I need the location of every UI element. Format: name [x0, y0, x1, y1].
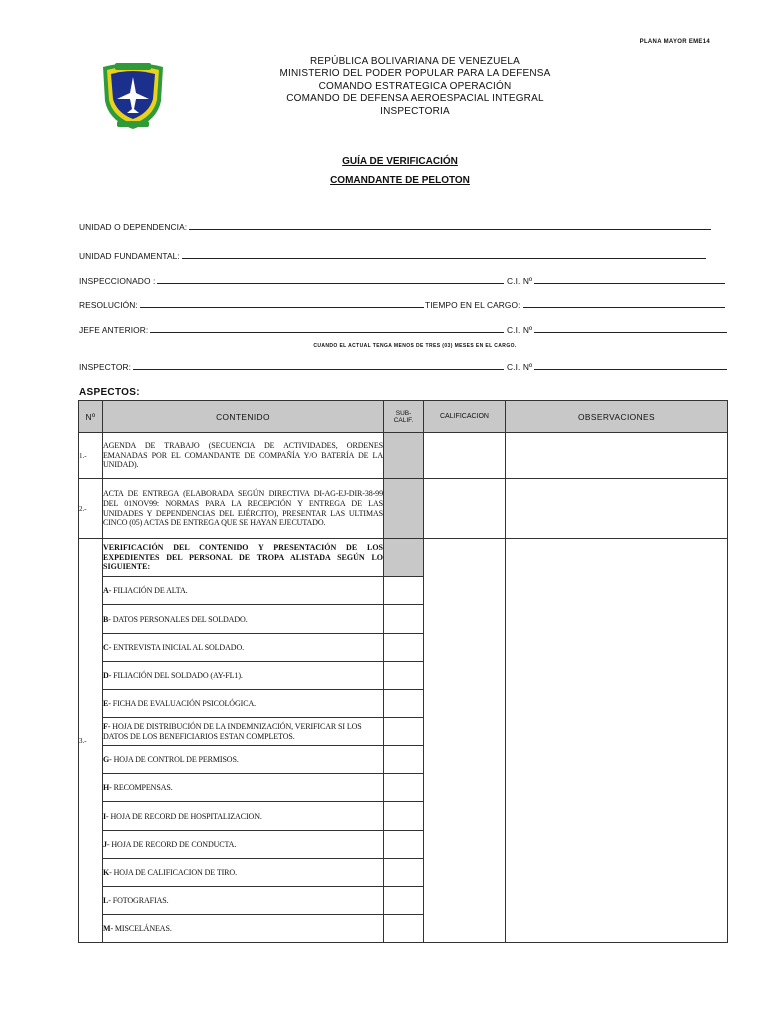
- row-content: ACTA DE ENTREGA (ELABORADA SEGÚN DIRECTIVA DI-AG-EJ-DIR-38-99 DEL 01NOV99: NORMAS PARA LA RECEPCIÓN Y ENTREGA DE LAS UNIDADES Y DEPENDENCIAS DEL EJÉRCITO), PRESENTAR LAS ULTIMAS CINCO (05) ACTAS DE ENTREGA QUE SE HAYAN EJECUTADO.: [103, 479, 384, 539]
- sub-calif-cell[interactable]: [384, 746, 424, 774]
- inspector-field[interactable]: [79, 360, 504, 372]
- sub-calif-cell: [384, 433, 424, 479]
- calificacion-cell[interactable]: [424, 433, 506, 479]
- unidad-label: UNIDAD O DEPENDENCIA:: [79, 222, 188, 232]
- jefe-ci-field[interactable]: [507, 323, 727, 335]
- resolucion-label: RESOLUCIÓN:: [79, 300, 138, 310]
- row-number: 1.-: [79, 433, 103, 479]
- list-item: J- HOJA DE RECORD DE CONDUCTA.: [103, 831, 384, 859]
- header-line: MINISTERIO DEL PODER POPULAR PARA LA DEFENSA: [279, 68, 551, 80]
- list-item: H- RECOMPENSAS.: [103, 774, 384, 802]
- row-number: 3.-: [79, 539, 103, 943]
- sub-calif-cell[interactable]: [384, 690, 424, 718]
- unidad-fundamental-label: UNIDAD FUNDAMENTAL:: [79, 251, 180, 261]
- inspector-ci-field[interactable]: [507, 360, 727, 372]
- calificacion-cell[interactable]: [424, 479, 506, 539]
- list-item: I- HOJA DE RECORD DE HOSPITALIZACION.: [103, 802, 384, 831]
- document-subtitle: COMANDANTE DE PELOTON: [330, 175, 470, 186]
- list-item: G- HOJA DE CONTROL DE PERMISOS.: [103, 746, 384, 774]
- col-calificacion-header: CALIFICACION: [424, 401, 506, 433]
- table-row: [79, 433, 728, 479]
- ci-label: C.I. Nº: [507, 276, 533, 286]
- row-number: 2.-: [79, 479, 103, 539]
- table-row: [79, 539, 728, 577]
- inspeccionado-field[interactable]: [79, 274, 504, 286]
- sub-calif-cell[interactable]: [384, 802, 424, 831]
- sub-calif-cell[interactable]: [384, 605, 424, 634]
- header-line: INSPECTORIA: [380, 105, 450, 117]
- table-row: [79, 479, 728, 539]
- tiempo-cargo-field[interactable]: [425, 298, 725, 310]
- inspector-label: INSPECTOR:: [79, 362, 132, 372]
- col-contenido-header: CONTENIDO: [103, 401, 384, 433]
- sub-calif-cell[interactable]: [384, 662, 424, 690]
- unidad-field[interactable]: [79, 220, 711, 232]
- sub-calif-cell[interactable]: [384, 887, 424, 915]
- list-item: D- FILIACIÓN DEL SOLDADO (AY-FL1).: [103, 662, 384, 690]
- inspeccionado-ci-field[interactable]: [507, 274, 725, 286]
- sub-calif-cell[interactable]: [384, 859, 424, 887]
- jefe-anterior-field[interactable]: [79, 323, 504, 335]
- resolucion-field[interactable]: [79, 298, 424, 310]
- col-observaciones-header: OBSERVACIONES: [506, 401, 728, 433]
- col-n-header: Nº: [79, 401, 103, 433]
- aerospace-defense-emblem-icon: [97, 57, 169, 133]
- col-sub-header: SUB- CALIF.: [384, 401, 424, 433]
- aspectos-heading: ASPECTOS:: [79, 387, 140, 398]
- observaciones-cell[interactable]: [506, 433, 728, 479]
- institution-header: [250, 56, 580, 118]
- list-item: B- DATOS PERSONALES DEL SOLDADO.: [103, 605, 384, 634]
- header-line: REPÚBLICA BOLIVARIANA DE VENEZUELA: [309, 56, 521, 67]
- list-item: F- HOJA DE DISTRIBUCIÓN DE LA INDEMNIZACIÓN, VERIFICAR SI LOS DATOS DE LOS BENEFICIARIOS ESTAN COMPLETOS.: [103, 718, 384, 746]
- list-item: L- FOTOGRAFIAS.: [103, 887, 384, 915]
- list-item: E- FICHA DE EVALUACIÓN PSICOLÓGICA.: [103, 690, 384, 718]
- unidad-fundamental-field[interactable]: [79, 249, 706, 261]
- jefe-note: CUANDO EL ACTUAL TENGA MENOS DE TRES (03) MESES EN EL CARGO.: [313, 343, 517, 349]
- row-content: VERIFICACIÓN DEL CONTENIDO Y PRESENTACIÓN DE LOS EXPEDIENTES DEL PERSONAL DE TROPA ALISTADA SEGÚN LO SIGUIENTE:: [103, 539, 384, 577]
- sub-calif-cell[interactable]: [384, 915, 424, 943]
- list-item: M- MISCELÁNEAS.: [103, 915, 384, 943]
- document-title: GUÍA DE VERIFICACIÓN: [342, 156, 458, 167]
- sub-calif-cell[interactable]: [384, 718, 424, 746]
- sub-calif-cell: [384, 479, 424, 539]
- header-line: COMANDO DE DEFENSA AEROESPACIAL INTEGRAL: [286, 93, 544, 105]
- table-header-row: [79, 401, 728, 433]
- ci-label: C.I. Nº: [507, 325, 533, 335]
- header-line: COMANDO ESTRATEGICA OPERACIÓN: [318, 80, 512, 92]
- tiempo-label: TIEMPO EN EL CARGO:: [425, 300, 521, 310]
- document-code: PLANA MAYOR EME14: [639, 39, 710, 45]
- row-content: AGENDA DE TRABAJO (SECUENCIA DE ACTIVIDADES, ORDENES EMANADAS POR EL COMANDANTE DE COMPAÑÍA Y/O BATERÍA DE LA UNIDAD).: [103, 433, 384, 479]
- list-item: A- FILIACIÓN DE ALTA.: [103, 577, 384, 605]
- sub-calif-cell[interactable]: [384, 831, 424, 859]
- list-item: C- ENTREVISTA INICIAL AL SOLDADO.: [103, 634, 384, 662]
- inspeccionado-label: INSPECCIONADO :: [79, 276, 156, 286]
- observaciones-cell[interactable]: [506, 479, 728, 539]
- calificacion-cell[interactable]: [424, 539, 506, 943]
- jefe-label: JEFE ANTERIOR:: [79, 325, 149, 335]
- observaciones-cell[interactable]: [506, 539, 728, 943]
- verification-table: [78, 400, 728, 943]
- sub-calif-cell[interactable]: [384, 774, 424, 802]
- sub-calif-cell[interactable]: [384, 634, 424, 662]
- list-item: K- HOJA DE CALIFICACION DE TIRO.: [103, 859, 384, 887]
- sub-calif-cell: [384, 539, 424, 577]
- sub-calif-cell[interactable]: [384, 577, 424, 605]
- ci-label: C.I. Nº: [507, 362, 533, 372]
